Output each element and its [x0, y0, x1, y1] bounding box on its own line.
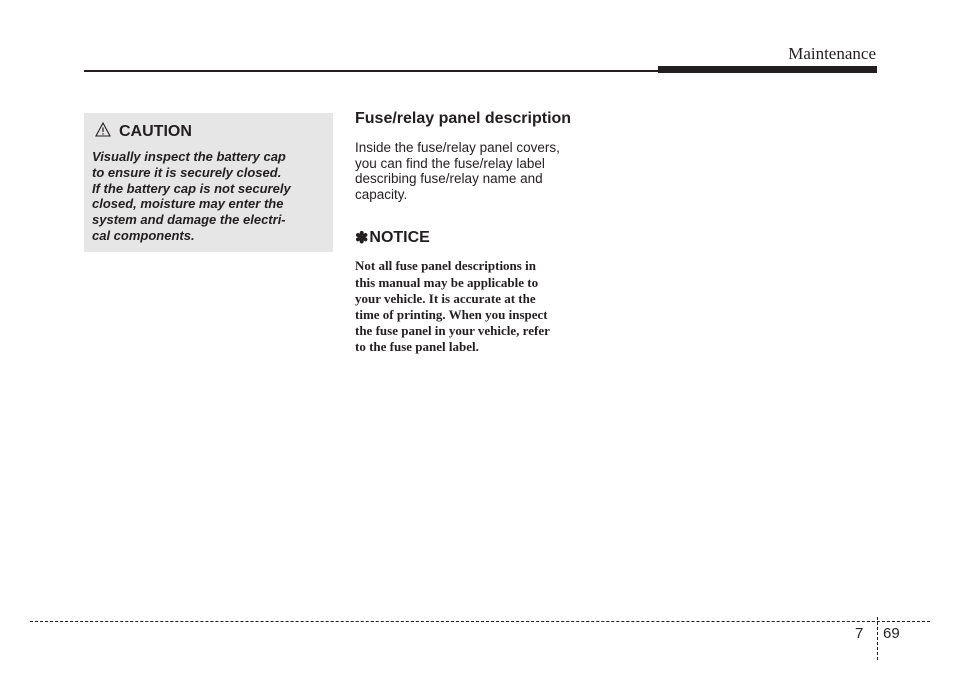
warning-triangle-icon [95, 122, 111, 142]
notice-line: your vehicle. It is accurate at the [355, 290, 536, 306]
header-rule-accent [658, 66, 877, 73]
notice-star-icon: ✽ [355, 230, 369, 248]
caution-box [84, 113, 333, 252]
caution-line: If the battery cap is not securely [92, 180, 291, 196]
notice-text [355, 258, 604, 355]
footer-dashed-rule [30, 621, 930, 622]
footer-page-divider [877, 617, 878, 660]
notice-line: time of printing. When you inspect [355, 306, 548, 322]
fuse-panel-line: Inside the fuse/relay panel covers, [355, 140, 560, 155]
fuse-panel-section [355, 110, 604, 356]
fuse-panel-line: describing fuse/relay name and [355, 171, 543, 187]
notice-line: Not all fuse panel descriptions in [355, 258, 536, 274]
fuse-panel-line: capacity. [355, 186, 408, 202]
caution-line: to ensure it is securely closed. [92, 164, 282, 180]
header-rule [84, 70, 664, 72]
caution-label: CAUTION [119, 123, 192, 140]
fuse-panel-heading: Fuse/relay panel description [355, 110, 572, 127]
caution-line: system and damage the electri- [92, 212, 286, 228]
page-number: 69 [883, 625, 900, 642]
section-title: Maintenance [788, 44, 876, 63]
notice-line: this manual may be applicable to [355, 274, 539, 290]
caution-line: closed, moisture may enter the [92, 196, 284, 212]
notice-label: NOTICE [369, 229, 430, 247]
caution-text [92, 149, 325, 244]
notice-header [355, 228, 604, 248]
fuse-panel-body [355, 140, 604, 202]
chapter-number: 7 [855, 625, 864, 642]
caution-line: cal components. [92, 227, 195, 243]
notice-line: to the fuse panel label. [355, 339, 479, 355]
notice-line: the fuse panel in your vehicle, refer [355, 323, 550, 339]
fuse-panel-line: you can find the fuse/relay label [355, 155, 545, 171]
caution-header [95, 122, 325, 142]
caution-line: Visually inspect the battery cap [92, 149, 286, 164]
